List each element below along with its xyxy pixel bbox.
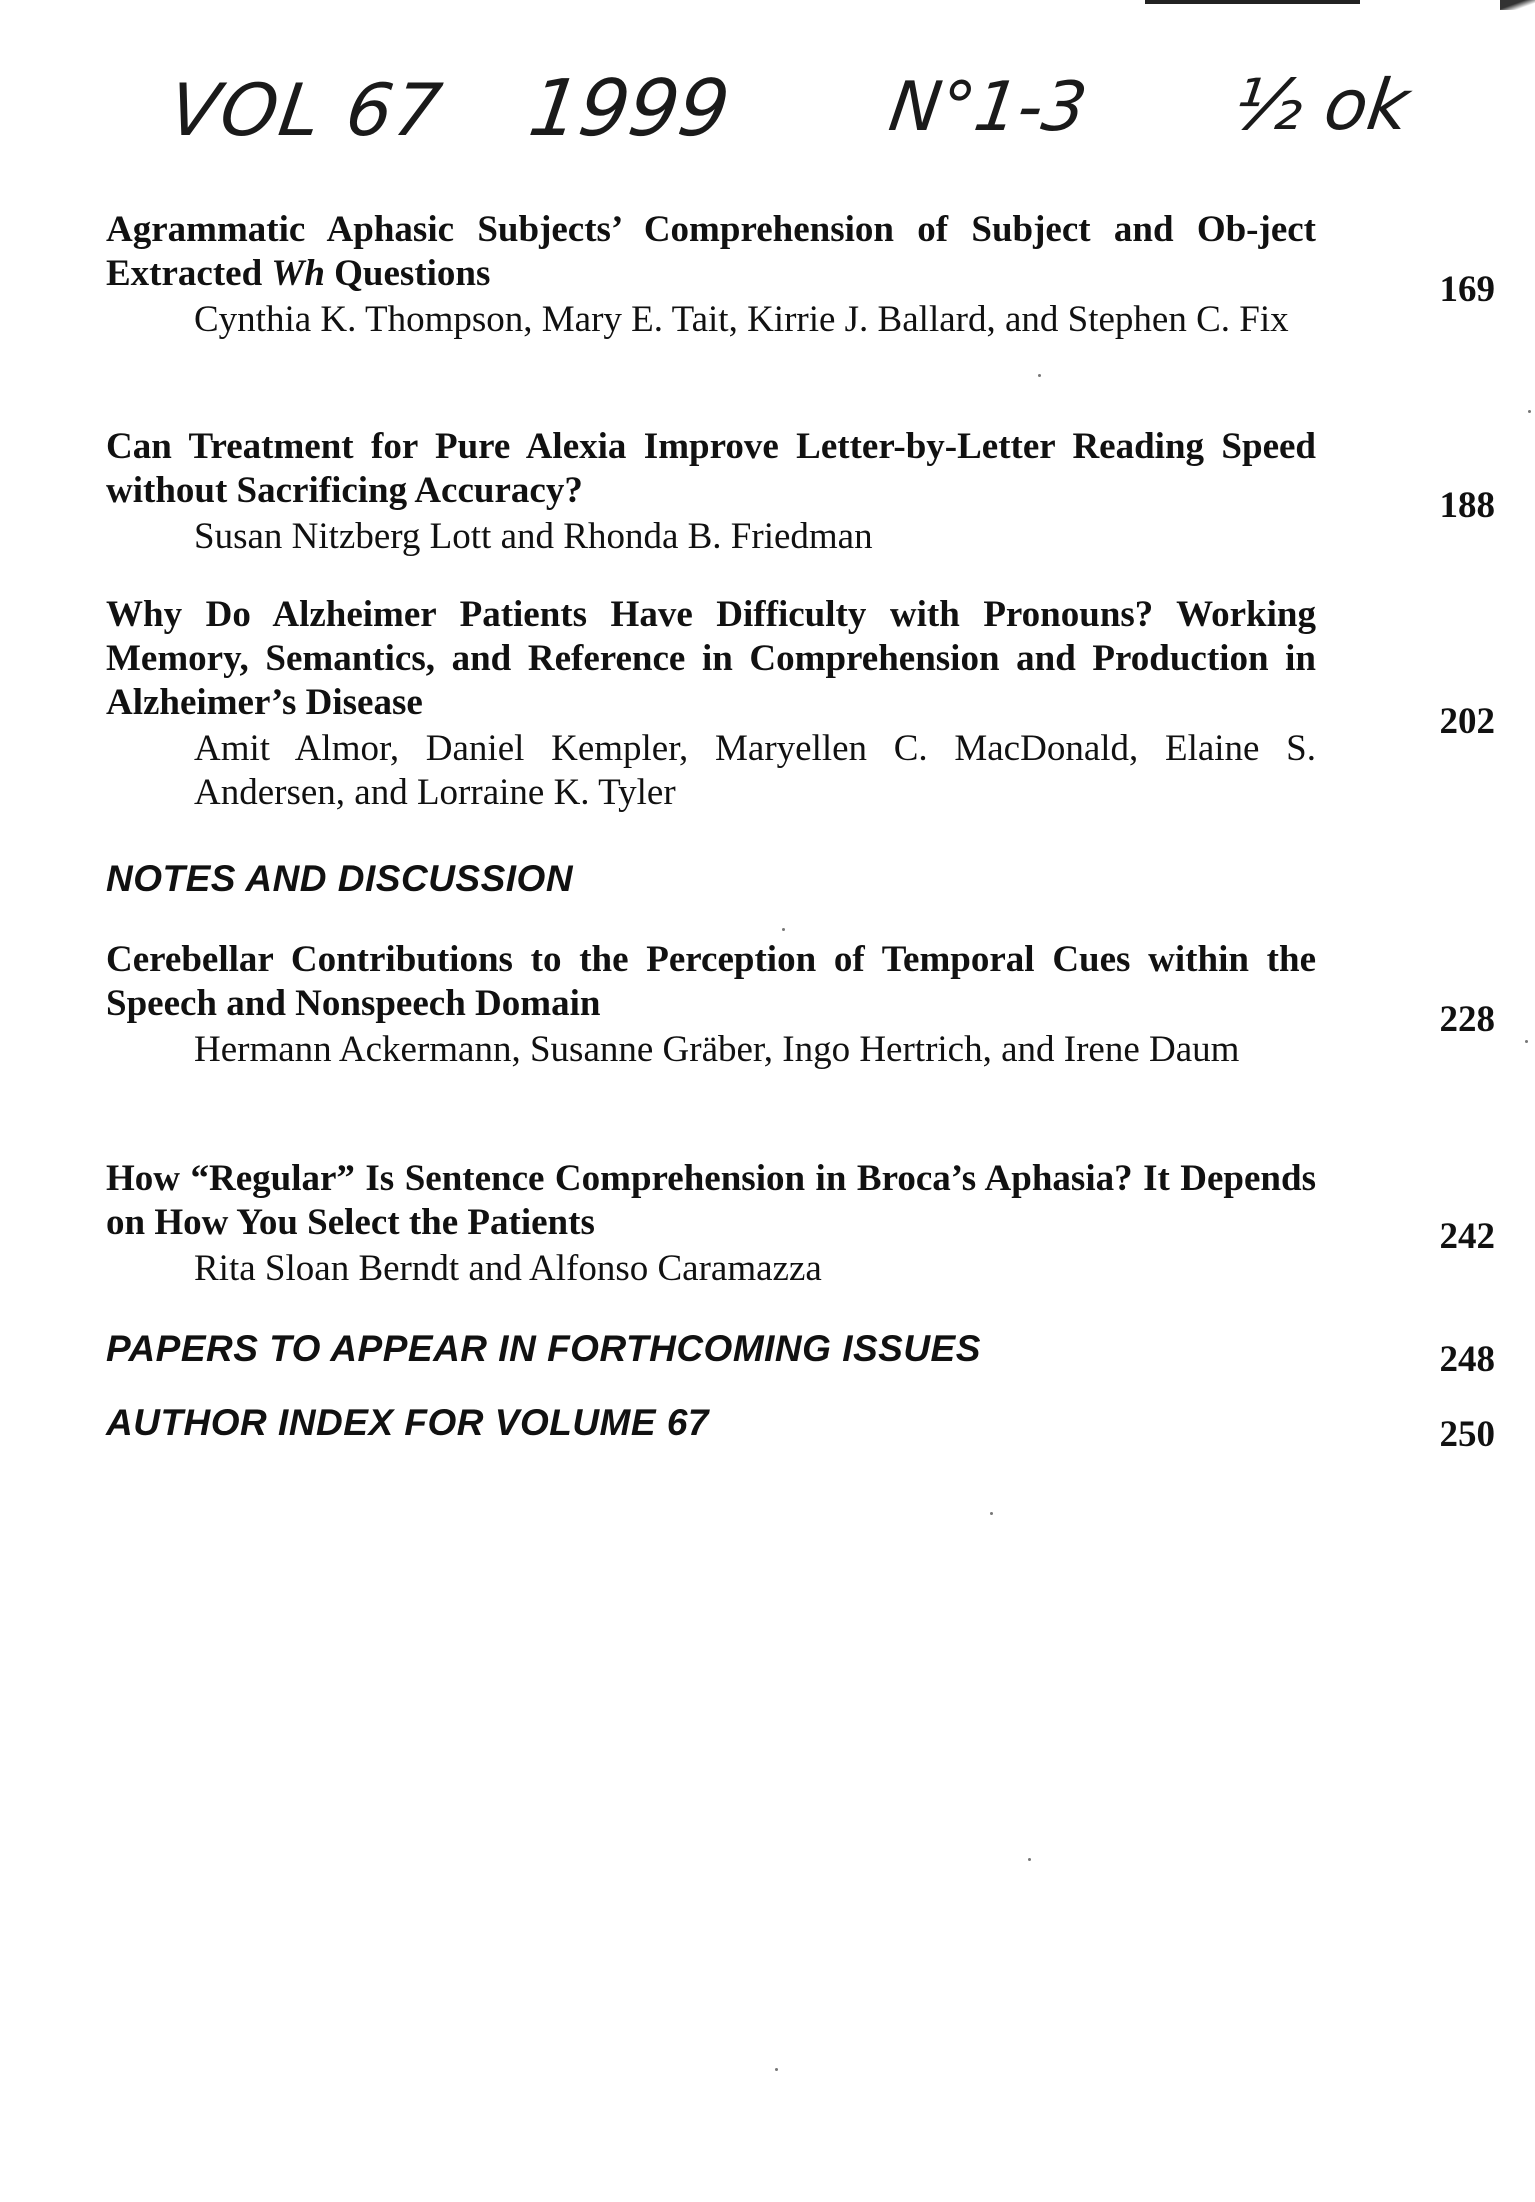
handwritten-annotation [150,50,1450,220]
article-title-part: Questions [324,253,491,294]
scan-speck [1028,1858,1031,1861]
scan-speck [990,1512,993,1515]
article-title-italic: Wh [271,253,325,294]
handwritten-numbers: N°1-3 [884,68,1092,147]
toc-entry [106,593,1316,815]
section-heading: NOTES AND DISCUSSION [106,858,574,899]
toc-entry [106,938,1316,1072]
article-authors: Rita Sloan Berndt and Alfonso Caramazza [194,1248,822,1289]
scan-edge-corner [1500,0,1535,10]
page-number: 250 [1439,1414,1495,1455]
handwritten-mark: ½ ok [1229,64,1415,146]
article-authors: Cynthia K. Thompson, Mary E. Tait, Kirrie J. Ballard, and Stephen C. Fix [194,299,1289,340]
article-title: Why Do Alzheimer Patients Have Difficulty with Pronouns? Working Memory, Semantics, and Reference in Comprehension and Production in Alzheimer’s Disease [106,594,1316,723]
toc-entry [106,1157,1316,1291]
page-number: 188 [1439,485,1495,526]
page-number: 169 [1439,269,1495,310]
page-number: 248 [1439,1339,1495,1380]
article-title-part: Agrammatic Aphasic Subjects’ Comprehension of Subject and Ob-ject Extracted [106,209,1316,294]
scan-edge-line [1145,0,1360,4]
handwritten-volume: VOL 67 [164,68,449,152]
toc-entry [106,425,1316,559]
article-title: Can Treatment for Pure Alexia Improve Letter-by-Letter Reading Speed without Sacrificing Accuracy? [106,426,1316,511]
article-authors: Amit Almor, Daniel Kempler, Maryellen C. MacDonald, Elaine S. Andersen, and Lorraine K. Tyler [194,728,1316,813]
article-title: Cerebellar Contributions to the Perception of Temporal Cues within the Speech and Nonspeech Domain [106,939,1316,1024]
author-index-heading: AUTHOR INDEX FOR VOLUME 67 [106,1402,709,1443]
forthcoming-heading: PAPERS TO APPEAR IN FORTHCOMING ISSUES [106,1328,981,1369]
scan-speck [1528,410,1531,413]
page-number: 202 [1439,701,1495,742]
article-authors: Susan Nitzberg Lott and Rhonda B. Friedman [194,516,873,557]
scan-speck [775,2068,778,2071]
scan-speck [1038,374,1041,377]
scan-speck [782,928,785,931]
article-authors: Hermann Ackermann, Susanne Gräber, Ingo Hertrich, and Irene Daum [194,1029,1240,1070]
toc-entry [106,208,1316,342]
handwritten-year: 1999 [523,64,735,154]
article-title: How “Regular” Is Sentence Comprehension in Broca’s Aphasia? It Depends on How You Select the Patients [106,1158,1316,1243]
page-number: 242 [1439,1216,1495,1257]
page-number: 228 [1439,999,1495,1040]
article-title [106,208,1316,296]
scan-speck [1525,1040,1528,1043]
